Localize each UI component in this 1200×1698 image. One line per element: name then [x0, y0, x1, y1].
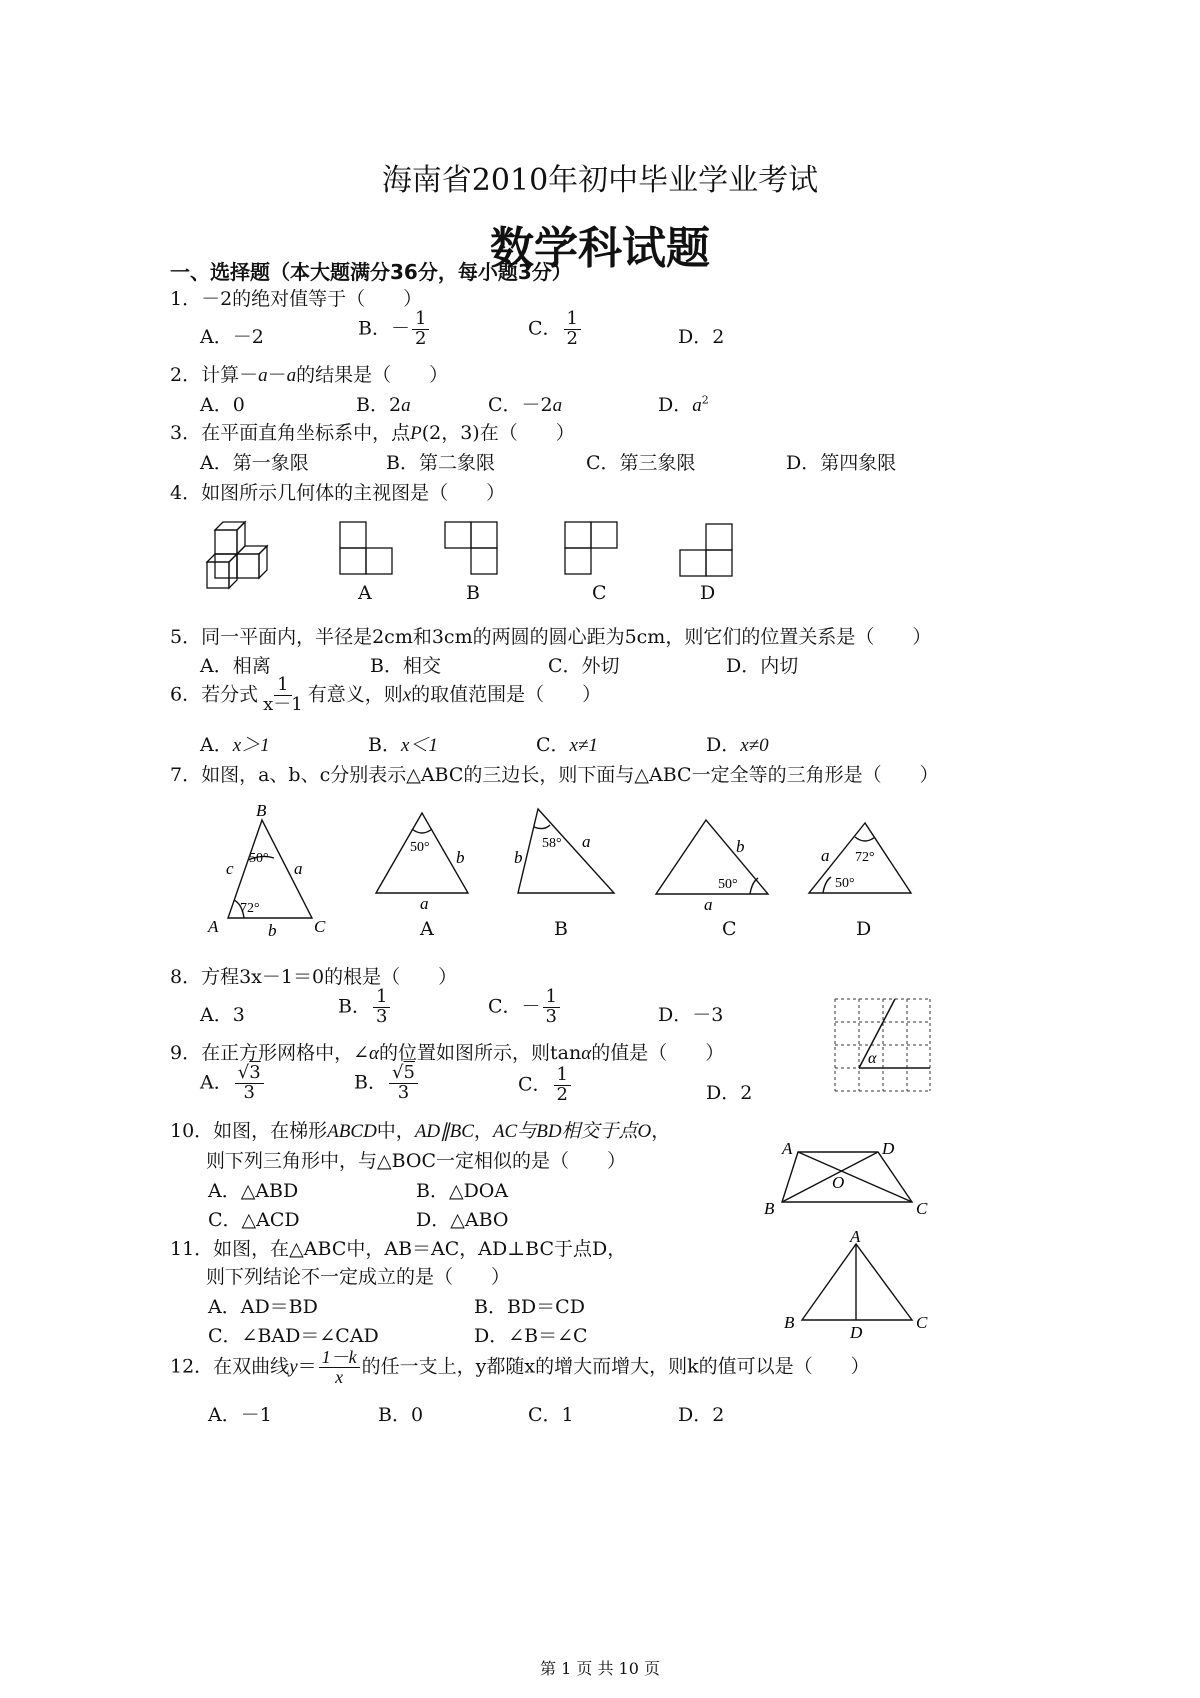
- q7-d-angle-top: 72°: [855, 850, 875, 865]
- exam-title: 海南省2010年初中毕业学业考试: [381, 163, 819, 198]
- q2-option-b: B．2a: [356, 394, 411, 416]
- q11-vertex-a: A: [850, 1228, 861, 1246]
- q7-label-c: C: [722, 918, 737, 940]
- q11-option-a: A．AD＝BD: [208, 1296, 318, 1318]
- q9-option-a: A． $\frac{√3}{3}$: [200, 1064, 266, 1103]
- q7-a-side-b: b: [456, 848, 465, 867]
- q7-a-side-a: a: [420, 894, 429, 913]
- q10-point-o: O: [832, 1173, 845, 1192]
- q10-vertex-b: B: [764, 1199, 775, 1218]
- q11-option-c: C．∠BAD＝∠CAD: [208, 1325, 379, 1347]
- q11-line2: 则下列结论不一定成立的是（ ）: [206, 1266, 511, 1288]
- q9-option-c: C． $\frac{1}{2}$: [518, 1066, 573, 1105]
- q9-option-b: B． $\frac{√5}{3}$: [354, 1064, 420, 1103]
- q4-stem: 4．如图所示几何体的主视图是（ ）: [170, 482, 506, 504]
- q7-option-a-triangle: [370, 805, 490, 915]
- q7-label-a: A: [420, 918, 434, 940]
- q7-main-triangle: [200, 800, 340, 945]
- q5-option-d: D．内切: [726, 655, 799, 677]
- q6-option-a: A．x＞1: [200, 734, 270, 756]
- q8-stem: 8．方程3x－1＝0的根是（ ）: [170, 966, 458, 988]
- q4-view-b: [443, 520, 503, 580]
- q3-option-c: C．第三象限: [586, 452, 696, 474]
- q10-option-c: C．△ACD: [208, 1209, 300, 1231]
- q7-main-angle-b: 50°: [249, 851, 269, 866]
- q1-stem: 1．－2的绝对值等于（ ）: [170, 288, 423, 310]
- q7-d-side-a: a: [821, 846, 830, 865]
- q1-option-d: D．2: [678, 326, 725, 348]
- q7-main-vertex-a: A: [208, 917, 219, 936]
- q11-option-b: B．BD＝CD: [474, 1296, 585, 1318]
- q12-option-c: C．1: [528, 1404, 574, 1426]
- q4-view-d: [678, 522, 738, 582]
- q4-label-c: C: [592, 582, 607, 604]
- q6-option-b: B．x＜1: [368, 734, 438, 756]
- q5-option-c: C．外切: [548, 655, 620, 677]
- q2-option-a: A．0: [200, 394, 245, 416]
- q7-option-b-triangle: [510, 805, 630, 915]
- q8-option-b: B． $\frac{1}{3}$: [338, 988, 392, 1027]
- q10-vertex-d: D: [882, 1139, 895, 1158]
- q8-option-d: D．－3: [658, 1004, 724, 1026]
- q8-option-a: A．3: [200, 1004, 245, 1026]
- section-heading: 一、选择题（本大题满分36分，每小题3分）: [170, 260, 572, 284]
- q7-main-side-b: b: [268, 921, 277, 940]
- q10-trapezoid-figure: [760, 1132, 935, 1222]
- q1-option-a: A．－2: [200, 326, 264, 348]
- q2-stem: 2．计算－a－a的结果是（ ）: [170, 364, 449, 386]
- q9-alpha-label: α: [868, 1050, 877, 1067]
- q5-stem: 5．同一平面内，半径是2cm和3cm的两圆的圆心距为5cm，则它们的位置关系是（ ）: [170, 626, 932, 648]
- q7-main-side-a: a: [294, 859, 303, 878]
- q4-solid-figure: [195, 512, 295, 597]
- q7-b-angle: 58°: [542, 836, 562, 851]
- q7-main-vertex-b: B: [256, 801, 267, 820]
- q7-label-b: B: [554, 918, 568, 940]
- q10-option-a: A．△ABD: [208, 1180, 299, 1202]
- q4-label-b: B: [466, 582, 480, 604]
- q9-stem: 9．在正方形网格中，∠α的位置如图所示，则tanα的值是（ ）: [170, 1042, 725, 1064]
- q3-option-b: B．第二象限: [386, 452, 495, 474]
- q11-triangle-figure: [780, 1228, 935, 1343]
- q7-label-d: D: [856, 918, 872, 940]
- q7-main-side-c: c: [226, 859, 234, 878]
- q11-point-d: D: [850, 1323, 863, 1342]
- q5-option-a: A．相离: [200, 655, 271, 677]
- q2-option-d: D．$a^2$: [658, 393, 709, 416]
- q9-grid-figure: [830, 995, 935, 1095]
- q7-main-angle-a: 72°: [240, 901, 260, 916]
- q10-line2: 则下列三角形中，与△BOC一定相似的是（ ）: [206, 1150, 627, 1172]
- q11-vertex-b: B: [784, 1313, 795, 1332]
- q1-option-b: B．－ $\frac{1}{2}$: [358, 310, 431, 349]
- q5-option-b: B．相交: [370, 655, 441, 677]
- q9-option-d: D．2: [706, 1082, 753, 1104]
- q7-option-c-triangle: [650, 810, 780, 915]
- q6-option-c: C．x≠1: [536, 734, 598, 756]
- q10-option-d: D．△ABO: [416, 1209, 509, 1231]
- q2-option-c: C．－2a: [488, 394, 563, 416]
- exam-subtitle: 数学科试题: [490, 223, 710, 274]
- q11-vertex-c: C: [916, 1313, 928, 1332]
- q10-vertex-a: A: [782, 1139, 793, 1158]
- q7-b-side-b: b: [514, 848, 523, 867]
- q6-option-d: D．x≠0: [706, 734, 769, 756]
- q4-label-a: A: [358, 582, 372, 604]
- q4-view-c: [563, 520, 623, 580]
- q4-label-d: D: [700, 582, 716, 604]
- q7-main-vertex-c: C: [314, 917, 326, 936]
- q3-option-d: D．第四象限: [786, 452, 897, 474]
- q7-d-angle-left: 50°: [835, 876, 855, 891]
- q10-option-b: B．△DOA: [416, 1180, 509, 1202]
- q3-stem: 3．在平面直角坐标系中，点P(2，3)在（ ）: [170, 422, 575, 444]
- q11-option-d: D．∠B＝∠C: [474, 1325, 588, 1347]
- q7-stem: 7．如图，a、b、c分别表示△ABC的三边长，则下面与△ABC一定全等的三角形是（ ）: [170, 764, 939, 786]
- q10-vertex-c: C: [916, 1199, 928, 1218]
- q12-option-a: A．－1: [208, 1404, 272, 1426]
- q12-option-d: D．2: [678, 1404, 725, 1426]
- q4-view-a: [338, 520, 398, 580]
- q10-line1: 10．如图，在梯形ABCD中，AD∥BC，AC与BD相交于点O，: [170, 1120, 671, 1142]
- q12-stem: 12．在双曲线y＝ $\frac{1-k}{x}$ 的任一支上，y都随x的增大而增大，则k的值可以是（ ）: [170, 1347, 870, 1387]
- page-footer: 第 1 页 共 10 页: [540, 1659, 660, 1678]
- q3-option-a: A．第一象限: [200, 452, 309, 474]
- q11-line1: 11．如图，在△ABC中，AB＝AC，AD⊥BC于点D，: [170, 1238, 627, 1260]
- q7-c-side-a: a: [704, 895, 713, 914]
- q12-option-b: B．0: [378, 1404, 424, 1426]
- q7-c-side-b: b: [736, 837, 745, 856]
- q7-a-angle: 50°: [410, 840, 430, 855]
- q1-option-c: C． $\frac{1}{2}$: [528, 310, 583, 349]
- q7-c-angle: 50°: [718, 877, 738, 892]
- q7-option-d-triangle: [805, 815, 925, 905]
- q6-stem: 6．若分式 $\frac{1}{x-1}$ 有意义，则x的取值范围是（ ）: [170, 674, 602, 715]
- q7-b-side-a: a: [582, 832, 591, 851]
- q8-option-c: C．－ $\frac{1}{3}$: [488, 988, 562, 1027]
